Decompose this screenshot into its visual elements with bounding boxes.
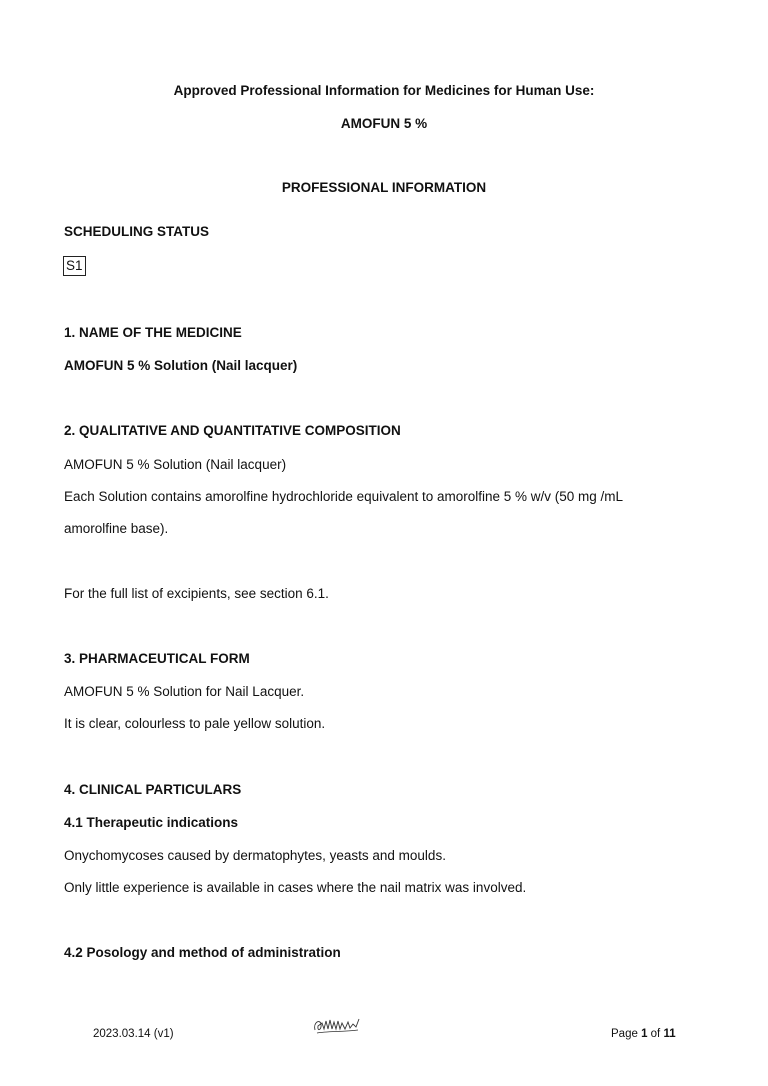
scheduling-heading: SCHEDULING STATUS: [64, 224, 209, 239]
subsection-4-2-heading: 4.2 Posology and method of administration: [64, 945, 341, 960]
indications-line-1: Onychomycoses caused by dermatophytes, yeasts and moulds.: [64, 848, 446, 863]
signature-image: [312, 1014, 362, 1038]
form-line-1: AMOFUN 5 % Solution for Nail Lacquer.: [64, 684, 305, 699]
section-1-heading: 1. NAME OF THE MEDICINE: [64, 325, 242, 340]
excipients-note: For the full list of excipients, see section 6.1.: [64, 586, 329, 601]
scheduling-status-box: S1: [63, 256, 86, 276]
section-3-heading: 3. PHARMACEUTICAL FORM: [64, 651, 250, 666]
composition-line-2: Each Solution contains amorolfine hydrochloride equivalent to amorolfine 5 % w/v (50 mg /mL: [64, 489, 624, 504]
footer-date: 2023.03.14 (v1): [93, 1028, 174, 1040]
form-line-2: It is clear, colourless to pale yellow solution.: [64, 716, 326, 731]
composition-line-1: AMOFUN 5 % Solution (Nail lacquer): [64, 457, 287, 472]
composition-line-3: amorolfine base).: [64, 521, 169, 536]
medicine-name: AMOFUN 5 % Solution (Nail lacquer): [64, 358, 298, 373]
indications-line-2: Only little experience is available in cases where the nail matrix was involved.: [64, 880, 527, 895]
subsection-4-1-heading: 4.1 Therapeutic indications: [64, 815, 239, 830]
section-2-heading: 2. QUALITATIVE AND QUANTITATIVE COMPOSITION: [64, 423, 401, 438]
section-4-heading: 4. CLINICAL PARTICULARS: [64, 782, 242, 797]
doc-type-heading: PROFESSIONAL INFORMATION: [281, 180, 487, 195]
document-title: Approved Professional Information for Medicines for Human Use:: [173, 83, 595, 98]
product-title: AMOFUN 5 %: [340, 116, 428, 131]
page-number: Page 1 of 11: [611, 1028, 676, 1040]
